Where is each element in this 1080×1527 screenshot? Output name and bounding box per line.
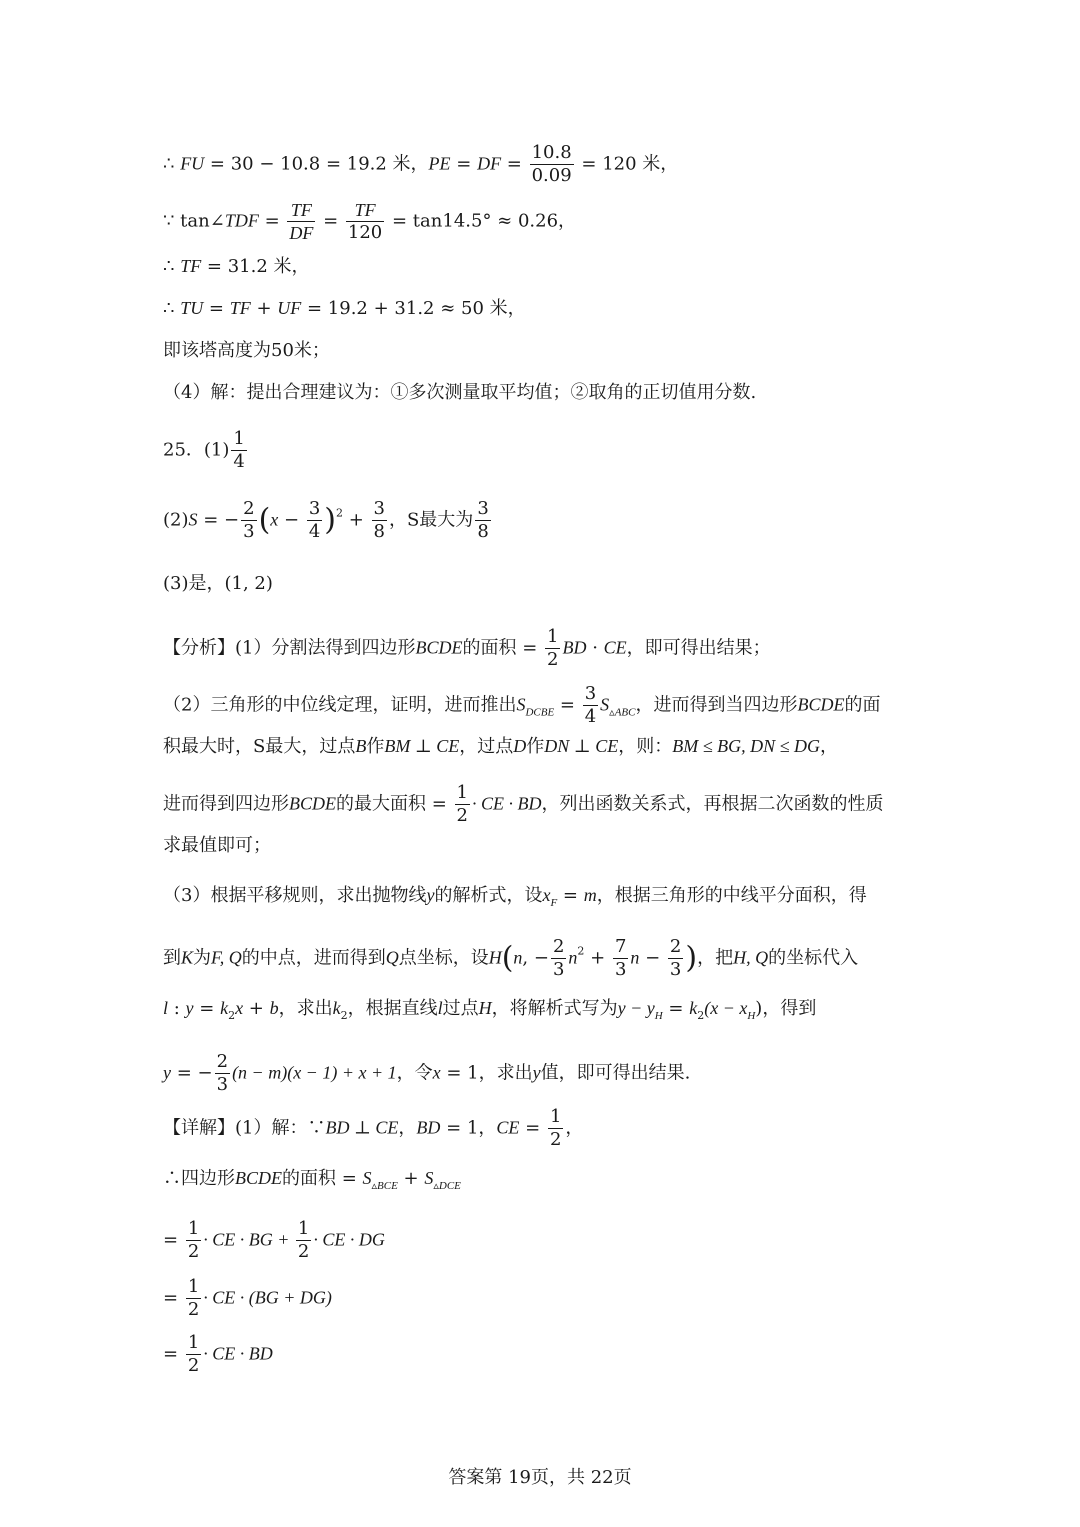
fraction: $\frac{3}{4}$: [584, 683, 597, 727]
fraction: $\frac{1}{2}$: [187, 1276, 200, 1320]
fraction: $\frac{1}{2}$: [456, 782, 468, 826]
fraction: $\frac{2}{3}$: [552, 936, 565, 980]
line-8: (2)S = − $\frac{2}{3}$ (x − $\frac{3}{4}$ )$^2$ + $\frac{3}{8}$ ，S最大为 $\frac{3}{8}$: [163, 498, 489, 542]
line-13: 进而得到四边形BCDE的最大面积 = $\frac{1}{2}$ · CE · BD，列出函数关系式，再根据二次函数的性质: [163, 782, 884, 826]
fraction: $\frac{TF}{120}$: [347, 200, 383, 243]
line-23: = $\frac{1}{2}$ · CE · BD: [163, 1332, 273, 1376]
fraction: $\frac{2}{3}$: [669, 936, 682, 980]
fraction: $\frac{1}{2}$: [549, 1106, 562, 1150]
fraction: $\frac{3}{4}$: [308, 498, 321, 542]
fraction: $\frac{7}{3}$: [614, 936, 627, 980]
line-10: 【分析】(1）分割法得到四边形BCDE的面积 = $\frac{1}{2}$ BD · CE，即可得出结果；: [163, 626, 771, 670]
line-18: y = − $\frac{2}{3}$ (n − m)(x − 1) + x + 1，令x = 1，求出y值，即可得出结果.: [163, 1051, 691, 1095]
line-1: ∴ FU = 30 − 10.8 = 19.2 米，PE = DF = $\frac{10.8}{0.09}$ = 120 米，: [163, 142, 679, 186]
line-16: 到K为F, Q的中点，进而得到Q点坐标，设H(n, − $\frac{2}{3}$ $n^2$ + $\frac{7}{3}$ n − $\frac{2}{3}$ )，把H, Q的坐标代入: [163, 936, 859, 980]
fraction: $\frac{1}{2}$: [547, 626, 559, 670]
line-11: （2）三角形的中位线定理，证明，进而推出$S_{DCBE}$ = $\frac{3}{4}$ $S_{▵ABC}$，进而得到当四边形BCDE的面: [163, 683, 881, 727]
fraction: $\frac{2}{3}$: [243, 498, 255, 542]
line-21: = $\frac{1}{2}$ · CE · BG + $\frac{1}{2}$ · CE · DG: [163, 1218, 385, 1262]
fraction: $\frac{3}{8}$: [373, 498, 385, 542]
line-17: l : $y = k_2x + b$，求出$k_2$，根据直线l过点H，将解析式写为$y - y_H = k_2(x - x_H)$，得到: [163, 998, 817, 1022]
line-9: (3)是，(1, 2): [163, 573, 273, 594]
line-15: （3）根据平移规则，求出抛物线y的解析式，设$x_F = m$，根据三角形的中线平分面积，得: [163, 885, 867, 909]
fraction: $\frac{10.8}{0.09}$: [531, 142, 572, 186]
line-3: ∴ TF = 31.2 米，: [163, 256, 310, 277]
line-7: 25．(1) $\frac{1}{4}$: [163, 428, 245, 472]
fraction: $\frac{3}{8}$: [477, 498, 489, 542]
line-4: ∴ TU = TF + UF = 19.2 + 31.2 ≈ 50 米，: [163, 298, 526, 319]
fraction: $\frac{1}{2}$: [297, 1218, 310, 1262]
line-19: 【详解】(1）解：∵BD ⊥ CE，BD = 1，CE = $\frac{1}{2}$ ，: [163, 1106, 584, 1150]
line-5: 即该塔高度为50米；: [163, 340, 330, 361]
line-2: ∵ tan∠TDF = $\frac{TF}{DF}$ = $\frac{TF}{120}$ = tan14.5° ≈ 0.26，: [163, 200, 577, 243]
line-12: 积最大时，S最大，过点B作BM ⊥ CE，过点D作DN ⊥ CE，则：BM ≤ BG, DN ≤ DG，: [163, 736, 838, 757]
page-footer: 答案第 19页，共 22页: [448, 1467, 632, 1488]
fraction: $\frac{2}{3}$: [216, 1051, 229, 1095]
fraction: $\frac{TF}{DF}$: [289, 200, 314, 243]
fraction: $\frac{1}{4}$: [233, 428, 245, 472]
line-14: 求最值即可；: [163, 835, 271, 856]
fraction: $\frac{1}{2}$: [187, 1332, 200, 1376]
line-22: = $\frac{1}{2}$ · CE · (BG + DG): [163, 1276, 332, 1320]
line-6: （4）解：提出合理建议为：①多次测量取平均值；②取角的正切值用分数.: [163, 382, 757, 403]
fraction: $\frac{1}{2}$: [187, 1218, 200, 1262]
line-20: ∴四边形BCDE的面积 = $S_{▵BCE} + S_{▵DCE}$: [163, 1168, 461, 1192]
